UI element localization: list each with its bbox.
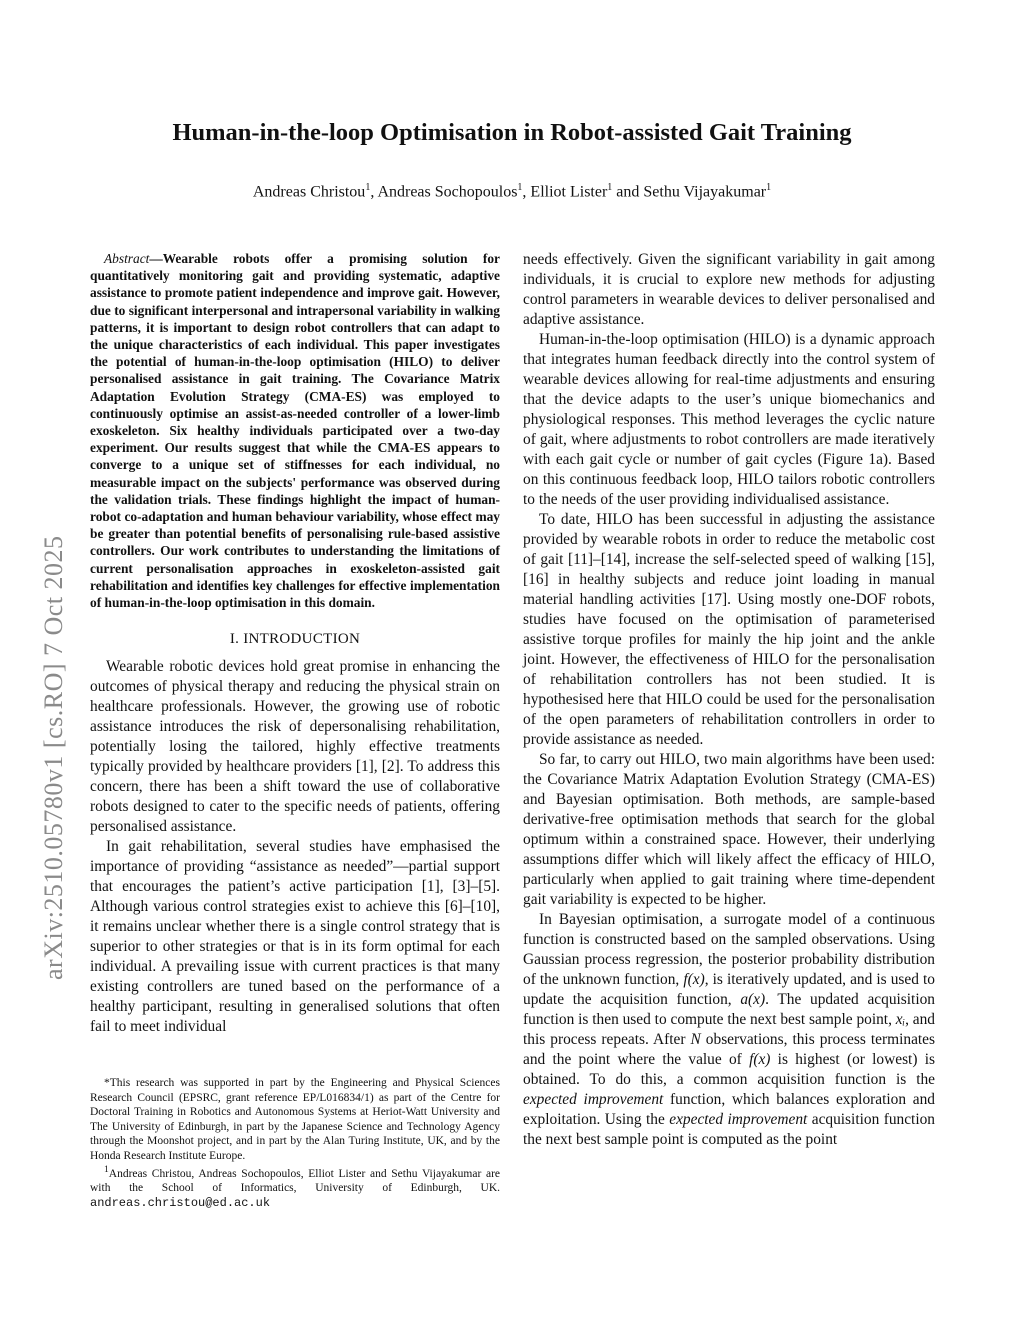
paper-title: Human-in-the-loop Optimisation in Robot-assisted Gait Training [172,119,852,146]
term-expected-improvement: expected improvement [669,1111,808,1128]
author-name: Sethu Vijayakumar [643,183,767,201]
body-paragraph: Human-in-the-loop optimisation (HILO) is a dynamic approach that integrates human feedback directly into the control system of wearable devices allowing for real-time adjustments and ensuring that the device adapts to the user’s unique biomechanics and physiological responses. This method leverages the cyclic nature of gait, where adjustments to robot controllers are made iteratively with each gait cycle or number of gait cycles (Figure 1a). Based on this continuous feedback loop, HILO tailors robotic controllers to the needs of the user providing individualised assistance. [523,331,935,508]
footnote-mark: 1 [104,1164,109,1175]
author-email-link[interactable]: andreas.christou@ed.ac.uk [90,1195,271,1210]
author-list [0,176,1024,204]
author-name: Elliot Lister [530,183,608,201]
author-separator: , [370,183,378,201]
math-n: N [690,1031,701,1048]
math-ax: a(x) [740,991,766,1008]
text-run: observations, this process terminates and the point where the value of [523,1031,935,1068]
text-run: , and this process repeats. After [523,1011,936,1048]
author-affiliation-mark: 1 [607,182,613,193]
footnotes [90,1076,500,1210]
arxiv-identifier-stamp: arXiv:2510.05780v1 [cs.RO] 7 Oct 2025 [39,535,68,980]
abstract-text: —Wearable robots offer a promising solution for quantitatively monitoring gait and providing systematic, adaptive assistance to promote patient independence and improve gait. However, due to significant interpersonal and intrapersonal variability in walking patterns, it is important to design robot controllers that can adapt to the unique characteristics of each individual. This paper investigates the potential of human-in-the-loop optimisation (HILO) to deliver personalised assistance in gait training. The Covariance Matrix Adaptation Evolution Strategy (CMA-ES) was employed to continuously optimise an assist-as-needed controller of a lower-limb exoskeleton. Six healthy individuals participated over a two-day experiment. Our results suggest that while the CMA-ES appears to converge to a unique set of stiffnesses for each individual, no measurable impact on the subjects' performance was observed during the validation trials. These findings highlight the impact of human-robot co-adaptation and human behaviour variability, whose effect may be greater than potential benefits of personalising rule-based assistive controllers. Our work contributes to understanding the limitations of current personalisation approaches in exoskeleton-assisted gait rehabilitation and identifies key challenges for effective implementation of human-in-the-loop optimisation in this domain. [90,251,500,611]
footnote-affiliation [90,1163,500,1210]
left-column [90,250,500,1037]
author-separator: , [522,183,531,201]
author-affiliation-mark: 1 [517,182,523,193]
text-run: In Bayesian optimisation, a surrogate model of a continuous function is constructed based on the sampled observations. Using Gaussian process regression, the posterior probability distribution of the unknown function, [523,911,935,988]
math-fx: f(x) [683,971,705,988]
abstract-label: Abstract [104,251,150,266]
abstract [90,250,500,611]
body-paragraph: needs effectively. Given the significant variability in gait among individuals, it is crucial to explore new methods for adjusting control parameters in wearable devices to deliver personalised and adaptive assistance. [523,251,935,328]
text-run: , is iteratively updated, and is used to update the acquisition function, [523,971,935,1008]
author-affiliation-mark: 1 [766,182,772,193]
author-separator: and [612,183,644,201]
body-paragraph: In gait rehabilitation, several studies have emphasised the importance of providing “assistance as needed”—partial support that encourages the patient’s active participation [1], [3]–[5]. Although various control strategies exist to achieve this [6]–[10], it remains unclear whether there is a single control strategy that is superior to other strategies or that is in its form optimal for each individual. A prevailing issue with current practices is that many existing controllers are tuned based on the performance of a healthy participant, resulting in generalised solutions that often fail to meet individual [90,838,500,1036]
body-paragraph: Wearable robotic devices hold great promise in enhancing the outcomes of physical therapy and reducing the physical strain on healthcare professionals. However, the growing use of robotic assistance introduces the risk of depersonalising rehabilitation, potentially losing the tailored, highly effective treatments typically provided by healthcare providers [1], [2]. To address this concern, there has been a shift toward the use of collaborative robots designed to cater to the specific needs of patients, offering personalised assistance. [90,658,500,836]
text-run: acquisition function the next best sample point is computed as the point [523,1111,935,1148]
math-xi: xᵢ [895,1011,906,1028]
footnote-affiliation-text: Andreas Christou, Andreas Sochopoulos, Elliot Lister and Sethu Vijayakumar are with the School of Informatics, University of Edinburgh, UK. [90,1167,500,1195]
body-paragraph-bayesian [523,910,935,1150]
math-fx: f(x) [749,1051,771,1068]
body-paragraph: To date, HILO has been successful in adjusting the assistance provided by wearable robots in order to reduce the metabolic cost of gait [11]–[14], increase the self-selected speed of walking [15], [16] in healthy subjects and reduce joint loading in manual material handling activities [17]. Using mostly one-DOF robots, studies have focused on the optimisation of parameterised assistive torque profiles for mainly the hip joint and the ankle joint. However, the effectiveness of HILO for the personalisation of rehabilitation controllers has not been studied. It is hypothesised here that HILO could be used for the personalisation of the open parameters of rehabilitation controllers in order to provide assistance as needed. [523,511,935,748]
text-run: function, which balances exploration and exploitation. Using the [523,1091,935,1128]
right-column [523,250,935,1150]
body-paragraph: So far, to carry out HILO, two main algorithms have been used: the Covariance Matrix Adaptation Evolution Strategy (CMA-ES) and Bayesian optimisation. Both methods, are sample-based derivative-free optimisation methods that search for the global optimum within a constrained space. However, their underlying assumptions differ which will likely affect the efficacy of HILO, particularly when applied to gait training where time-dependent gait variability is expected to be higher. [523,751,935,908]
author-name: Andreas Christou [252,183,366,201]
text-run: is highest (or lowest) is obtained. To do this, a common acquisition function is the [523,1051,935,1088]
footnote-funding: *This research was supported in part by the Engineering and Physical Sciences Research Council (EPSRC, grant reference EP/L016834/1) as part of the Centre for Doctoral Training in Robotics and Autonomous Systems at Heriot-Watt University and The University of Edinburgh, in part by the Japanese Science and Technology Agency through the Moonshot project, and in part by the Alan Turing Institute, UK, and by the Honda Research Institute Europe. [90,1077,500,1162]
section-heading: I. INTRODUCTION [229,631,361,648]
text-run: . The updated acquisition function is then used to compute the next best sample point, [523,991,935,1028]
author-affiliation-mark: 1 [365,182,371,193]
author-name: Andreas Sochopoulos [377,183,518,201]
term-expected-improvement: expected improvement [523,1091,664,1108]
